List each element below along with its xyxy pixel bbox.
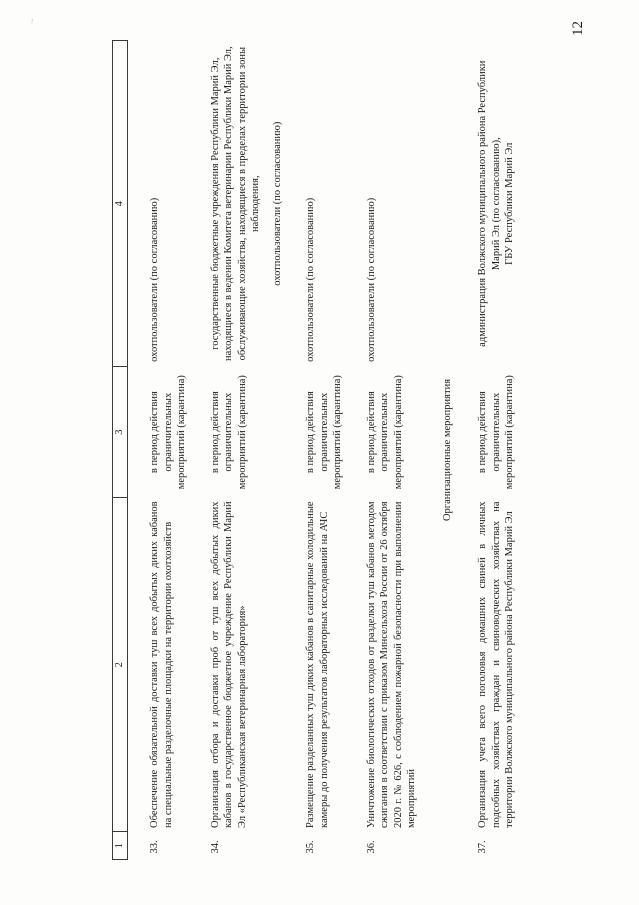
table-row: [456, 41, 517, 860]
column-header: 4: [113, 41, 128, 367]
row-number: 35.: [305, 840, 316, 854]
measure-text: Размещение разделанных туш диких кабанов в санитарные холодильные камеры до получения результатов лабораторных исследований на АЧС: [305, 501, 330, 828]
measure-text: Уничтожение биологических отходов от разделки туш кабанов методом сжигания в соответствии с приказом Минсельхоза России от 26 октября 2020 г. № 626, с соблюдением пожарной безопасности при выполнении мероприятий: [365, 501, 417, 828]
responsible-text: ГБУ Республики Марий Эл: [504, 142, 515, 265]
page-number: 12: [570, 21, 586, 36]
row-number: 36.: [365, 840, 377, 854]
row-number: 34.: [209, 840, 221, 854]
responsible-text: охотпользователи (по согласованию): [305, 197, 316, 362]
column-header: 2: [113, 497, 128, 832]
column-header: 1: [113, 832, 128, 860]
responsible-text: государственные бюджетные учреждения Республики Марий Эл, находящиеся в ведении Комитета ветеринарии Республики Марий Эл, обслуживающие хозяйства, находящиеся в пределах территории зоны наблюдения,: [209, 46, 261, 362]
table-row: [189, 41, 285, 860]
period-text: в период действия ограничительных мероприятий (карантина): [149, 375, 187, 490]
responsible-text: охотпользователи (по согласованию): [149, 197, 160, 362]
row-number: 37.: [477, 840, 488, 854]
responsible-text: охотпользователи (по согласованию): [365, 197, 377, 362]
period-text: в период действия ограничительных мероприятий (карантина): [365, 375, 404, 490]
measures-table: [112, 40, 517, 860]
measure-text: Организация отбора и доставки проб от туш всех добытых диких кабанов в государственное бюджетное учреждение Республики Марий Эл «Республиканская ветеринарная лаборатория»: [209, 501, 248, 828]
table-header-row: [113, 41, 128, 860]
responsible-text: администрация Волжского муниципального района Республики Марий Эл (по согласованию),: [477, 60, 502, 347]
section-title: Организационные мероприятия: [441, 378, 453, 522]
responsible-text: охотпользователи (по согласованию): [271, 121, 283, 286]
row-number: 33.: [149, 840, 160, 854]
period-text: в период действия ограничительных мероприятий (карантина): [209, 375, 248, 490]
table-row: [345, 41, 419, 860]
responsible-cell: [456, 41, 517, 367]
period-text: в период действия ограничительных мероприятий (карантина): [477, 375, 515, 490]
table-row: [284, 41, 345, 860]
period-text: в период действия ограничительных мероприятий (карантина): [305, 375, 343, 490]
responsible-cell: [189, 41, 285, 367]
column-header: 3: [113, 367, 128, 498]
measure-text: Организация учета всего поголовья домашних свиней в личных подсобных хозяйствах граждан и свиноводческих хозяйствах на территории Волжского муниципального района Республики Марий Эл: [477, 501, 515, 828]
scan-mark: ~: [27, 18, 38, 24]
section-row: [419, 41, 457, 860]
rotated-page-content: [112, 40, 572, 860]
table-row: [128, 41, 189, 860]
measure-text: Обеспечение обязательной доставки туш всех добытых диких кабанов на специальные разделочные площадки на территории охотхозяйств: [149, 501, 174, 828]
